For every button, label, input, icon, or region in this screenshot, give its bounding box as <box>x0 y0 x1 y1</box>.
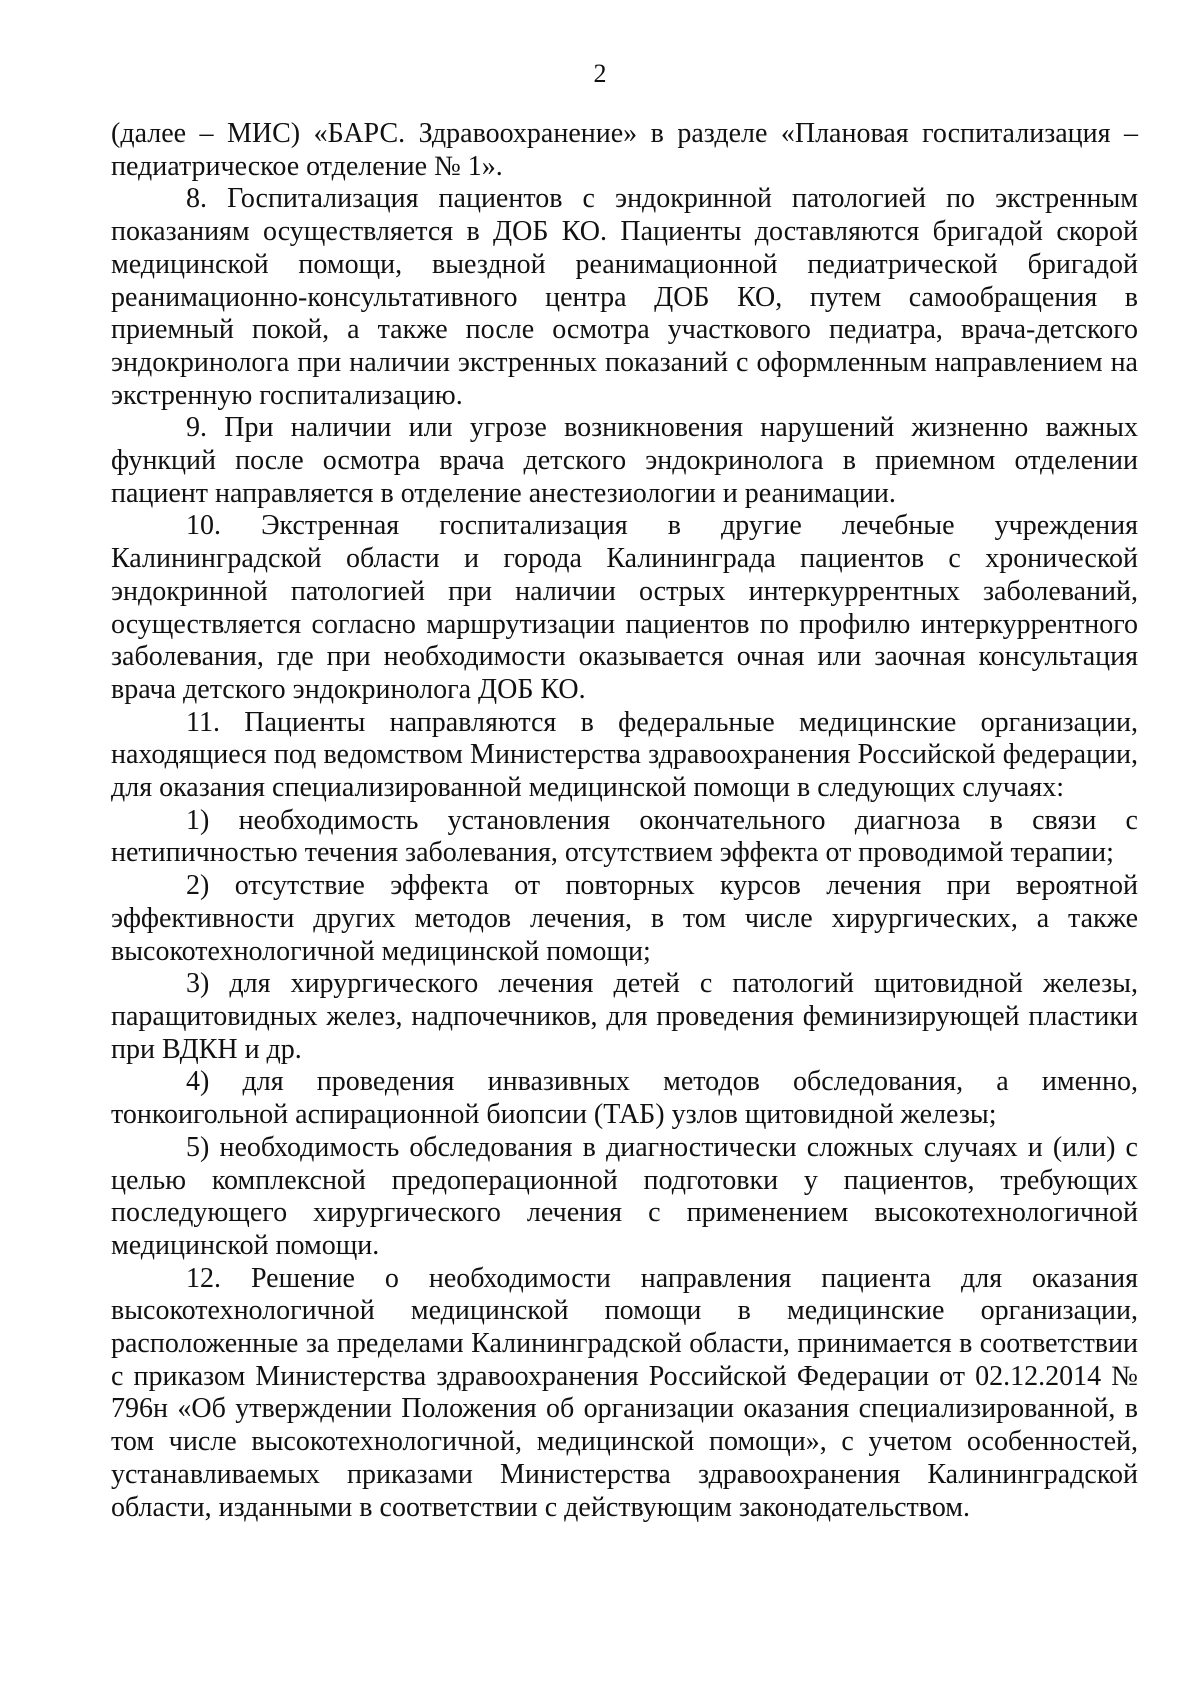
paragraph-11-item-1: 1) необходимость установления окончательного диагноза в связи с нетипичностью течения заболевания, отсутствием эффекта от проводимой терапии; <box>111 804 1138 869</box>
paragraph-12: 12. Решение о необходимости направления пациента для оказания высокотехнологичной медицинской помощи в медицинские организации, расположенные за пределами Калининградской области, принимается в соответствии с приказом Министерства здравоохранения Российской Федерации от 02.12.2014 № 796н «Об утверждении Положения об организации оказания специализированной, в том числе высокотехнологичной, медицинской помощи», с учетом особенностей, устанавливаемых приказами Министерства здравоохранения Калининградской области, изданными в соответствии с действующим законодательством. <box>111 1262 1138 1523</box>
paragraph-8: 8. Госпитализация пациентов с эндокринной патологией по экстренным показаниям осуществляется в ДОБ КО. Пациенты доставляются бригадой скорой медицинской помощи, выездной реанимационной педиатрической бригадой реанимационно-консультативного центра ДОБ КО, путем самообращения в приемный покой, а также после осмотра участкового педиатра, врача-детского эндокринолога при наличии экстренных показаний с оформленным направлением на экстренную госпитализацию. <box>111 183 1138 411</box>
paragraph-11: 11. Пациенты направляются в федеральные медицинские организации, находящиеся под ведомством Министерства здравоохранения Российской федерации, для оказания специализированной медицинской помощи в следующих случаях: <box>111 706 1138 804</box>
paragraph-11-item-2: 2) отсутствие эффекта от повторных курсов лечения при вероятной эффективности других методов лечения, в том числе хирургических, а также высокотехнологичной медицинской помощи; <box>111 870 1138 967</box>
paragraph-9: 9. При наличии или угрозе возникновения нарушений жизненно важных функций после осмотра врача детского эндокринолога в приемном отделении пациент направляется в отделение анестезиологии и реанимации. <box>111 412 1138 509</box>
paragraph-11-item-3: 3) для хирургического лечения детей с патологий щитовидной железы, паращитовидных желез, надпочечников, для проведения феминизирующей пластики при ВДКН и др. <box>111 968 1138 1065</box>
paragraph-11-item-4: 4) для проведения инвазивных методов обследования, а именно, тонкоигольной аспирационной биопсии (ТАБ) узлов щитовидной железы; <box>111 1066 1138 1131</box>
paragraph-11-item-5: 5) необходимость обследования в диагностически сложных случаях и (или) с целью комплексной предоперационной подготовки у пациентов, требующих последующего хирургического лечения с применением высокотехнологичной медицинской помощи. <box>111 1131 1138 1261</box>
paragraph-continuation: (далее – МИС) «БАРС. Здравоохранение» в разделе «Плановая госпитализация – педиатрическое отделение № 1». <box>111 118 1138 182</box>
page-number: 2 <box>593 59 607 88</box>
document-body <box>111 118 1138 1524</box>
paragraph-10: 10. Экстренная госпитализация в другие лечебные учреждения Калининградской области и города Калининграда пациентов с хронической эндокринной патологией при наличии острых интеркуррентных заболеваний, осуществляется согласно маршрутизации пациентов по профилю интеркуррентного заболевания, где при необходимости оказывается очная или заочная консультация врача детского эндокринолога ДОБ КО. <box>111 510 1138 705</box>
